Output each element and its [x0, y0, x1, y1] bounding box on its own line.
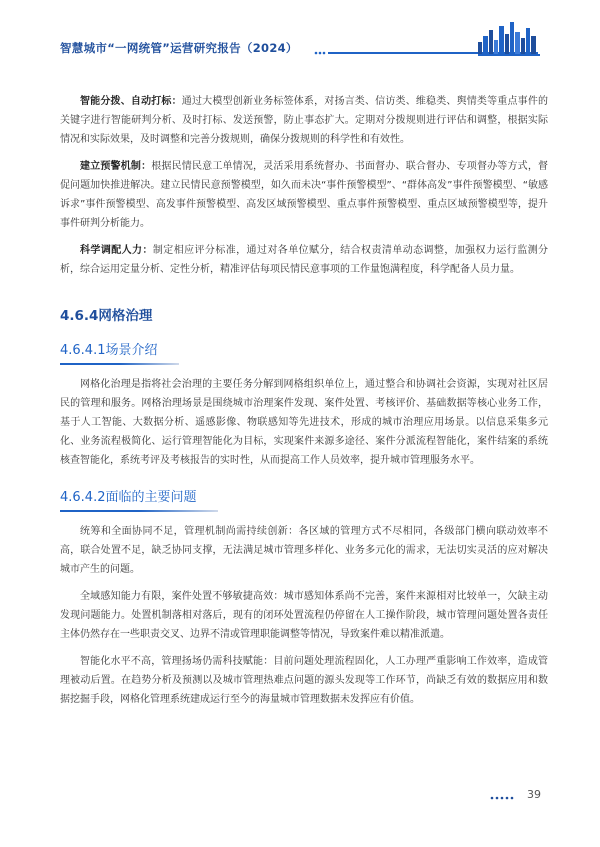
paragraph-problem-coordination: 统筹和全面协同不足，管理机制尚需持续创新：各区域的管理方式不尽相同，各级部门横向联动效率不高，联合处置不足，缺乏协同支撑，无法满足城市管理多样化、业务多元化的需求，无法切实灵活的应对解决城市产生的问题。 [60, 526, 548, 575]
text-warning-mechanism: 根据民情民意工单情况，灵活采用系统督办、书面督办、联合督办、专项督办等方式，督促问题加快推进解决。建立民情民意预警模型，如久而未决“事件预警模型”、“群体高发”事件预警模型、“敏感诉求”事件预警模型、高发事件预警模型、高发区域预警模型、重点事件预警模型、重点区域预警模型等，提升事件研判分析能力。 [60, 161, 549, 229]
header-title: 智慧城市“一网统管”运营研究报告（2024） [60, 41, 298, 55]
text-staffing: 制定相应评分标准，通过对各单位赋分，结合权责清单动态调整，加强权力运行监测分析，综合运用定量分析、定性分析，精准评估每项民情民意事项的工作量饱满程度，科学配备人员力量。 [60, 245, 549, 275]
lead-staffing: 科学调配人力： [80, 245, 153, 256]
paragraph-warning-mechanism [60, 157, 548, 233]
main-content [60, 92, 548, 717]
city-skyline-icon [478, 22, 540, 56]
subsection-heading-scenario: 4.6.4.1场景介绍 [60, 341, 179, 365]
header-dots-icon [314, 48, 328, 56]
paragraph-smart-dispatch [60, 92, 548, 149]
subsection-heading-problems: 4.6.4.2面临的主要问题 [60, 488, 218, 512]
paragraph-problem-perception: 全域感知能力有限，案件处置不够敏捷高效：城市感知体系尚不完善，案件来源相对比较单一，欠缺主动发现问题能力。处置机制落相对落后，现有的闭环处置流程仍停留在人工操作阶段，城市管理问题处置各责任主体仍然存在一些职责交叉、边界不清或管理职能调整等情况，导致案件难以精准派遣。 [60, 591, 548, 640]
paragraph-problem-intelligence: 智能化水平不高，管理扬场仍需科技赋能：目前问题处理流程固化，人工办理严重影响工作效率，造成管理被动后置。在趋势分析及预测以及城市管理热难点问题的源头发现等工作环节，尚缺乏有效的数据应用和数据挖掘手段，网格化管理系统建成运行至今的海量城市管理数据未发挥应有价值。 [60, 656, 548, 705]
footer-dots-icon [490, 794, 520, 802]
lead-smart-dispatch: 智能分拨、自动打标： [80, 96, 182, 107]
paragraph-scenario: 网格化治理是指将社会治理的主要任务分解到网格组织单位上，通过整合和协调社会资源，实现对社区居民的管理和服务。网格治理场景是围绕城市治理案件发现、案件处置、考核评价、基础数据等核心业务工作，基于人工智能、大数据分析、遥感影像、物联感知等先进技术，形成的城市治理应用场景。以信息采集多元化、业务流程极简化、运行管理智能化为目标，实现案件来源多途径、案件分派流程智能化，案件结案的系统核查智能化，系统考评及考核报告的实时性，从而提高工作人员效率，提升城市管理服务水平。 [60, 379, 548, 466]
text-smart-dispatch: 通过大模型创新业务标签体系，对扬言类、信访类、维稳类、舆情类等重点事件的关键字进行智能研判分析、及时打标、发送预警，防止事态扩大。定期对分拨规则进行评估和调整，根据实际情况和实际效果，及时调整和完善分拨规则，确保分拨规则的科学性和有效性。 [60, 96, 549, 145]
lead-warning-mechanism: 建立预警机制： [80, 161, 152, 172]
page-header [0, 0, 600, 72]
page-number: 39 [527, 788, 541, 801]
section-heading: 4.6.4网格治理 [60, 308, 153, 324]
paragraph-staffing [60, 241, 548, 279]
